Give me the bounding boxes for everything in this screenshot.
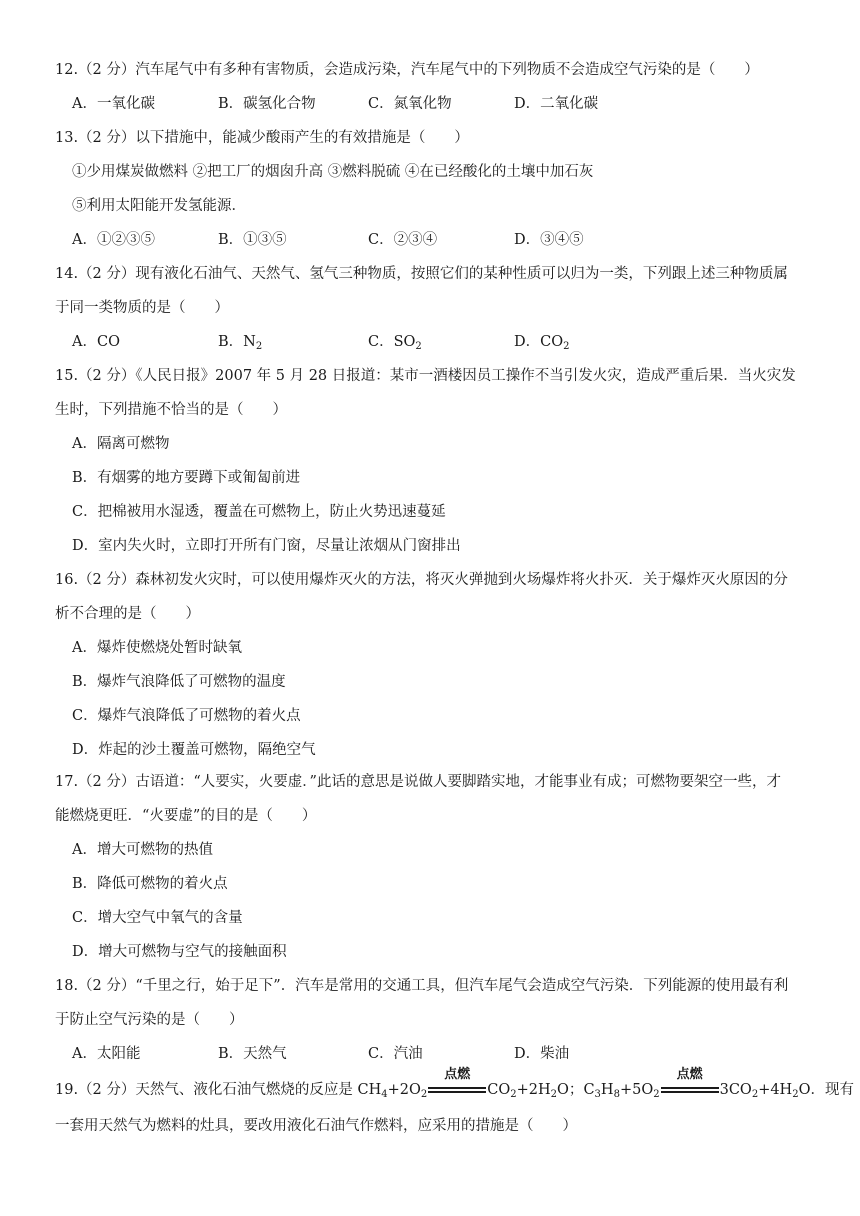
- q16-option-a: A．爆炸使燃烧处暂时缺氧: [72, 640, 242, 656]
- q12-option-c: C．氮氧化物: [368, 96, 452, 112]
- q14-option-c: C．$SO_2$: [368, 334, 422, 352]
- q15-option-b: B．有烟雾的地方要蹲下或匍匐前进: [72, 470, 301, 486]
- q16-option-b: B．爆炸气浪降低了可燃物的温度: [72, 674, 286, 690]
- question-13-measures-line2: ⑤利用太阳能开发氢能源．: [72, 198, 246, 214]
- q15-option-d: D．室内失火时，立即打开所有门窗，尽量让浓烟从门窗排出: [72, 538, 461, 554]
- q18-option-d: D．柴油: [514, 1046, 570, 1062]
- q13-option-c: C．②③④: [368, 232, 438, 248]
- q16-option-c: C．爆炸气浪降低了可燃物的着火点: [72, 708, 301, 724]
- question-18-stem-line2: 于防止空气污染的是（ ）: [55, 1012, 244, 1028]
- question-14-stem-line2: 于同一类物质的是（ ）: [55, 300, 229, 316]
- q13-option-a: A．①②③⑤: [72, 232, 155, 248]
- q15-option-c: C．把棉被用水湿透，覆盖在可燃物上，防止火势迅速蔓延: [72, 504, 446, 520]
- q15-option-a: A．隔离可燃物: [72, 436, 170, 452]
- question-19-stem-line1: [55, 1067, 854, 1100]
- question-13-measures-line1: ①少用煤炭做燃料 ②把工厂的烟囱升高 ③燃料脱硫 ④在已经酸化的土壤中加石灰: [72, 164, 594, 180]
- q17-option-c: C．增大空气中氧气的含量: [72, 910, 243, 926]
- q19-lead-text: 19.（2 分）天然气、液化石油气燃烧的反应是: [55, 1082, 358, 1098]
- question-15-stem-line1: 15.（2 分）《人民日报》2007 年 5 月 28 日报道：某市一酒楼因员工操作不当引发火灾，造成严重后果．当火灾发: [55, 368, 796, 384]
- q18-option-c: C．汽油: [368, 1046, 423, 1062]
- q13-option-b: B．①③⑤: [218, 232, 287, 248]
- q19-equation-propane: $C_3H_8+5O_2$ 点燃 $3CO_2+4H_2O$．现有: [583, 1067, 854, 1100]
- q17-option-a: A．增大可燃物的热值: [72, 842, 213, 858]
- question-17-stem-line1: 17.（2 分）古语道：“人要实，火要虚．”此话的意思是说做人要脚踏实地，才能事业有成；可燃物要架空一些，才: [55, 774, 781, 790]
- question-14-stem-line1: 14.（2 分）现有液化石油气、天然气、氢气三种物质，按照它们的某种性质可以归为一类，下列跟上述三种物质属: [55, 266, 788, 282]
- q12-option-a: A．一氧化碳: [72, 96, 155, 112]
- question-16-stem-line2: 析不合理的是（ ）: [55, 606, 200, 622]
- q16-option-d: D．炸起的沙土覆盖可燃物，隔绝空气: [72, 742, 316, 758]
- question-18-stem-line1: 18.（2 分）“千里之行，始于足下”．汽车是常用的交通工具，但汽车尾气会造成空气污染．下列能源的使用最有利: [55, 978, 789, 994]
- reaction-condition-arrow: 点燃: [661, 1080, 719, 1100]
- q14-option-b: B．$N_2$: [218, 334, 263, 352]
- question-12-stem: 12.（2 分）汽车尾气中有多种有害物质，会造成污染，汽车尾气中的下列物质不会造成空气污染的是（ ）: [55, 62, 759, 78]
- q17-option-d: D．增大可燃物与空气的接触面积: [72, 944, 287, 960]
- q17-option-b: B．降低可燃物的着火点: [72, 876, 228, 892]
- q19-equation-methane: $CH_4+2O_2$ 点燃 $CO_2+2H_2O$；: [357, 1067, 584, 1100]
- q14-option-a: A．CO: [72, 334, 120, 350]
- question-13-stem: 13.（2 分）以下措施中，能减少酸雨产生的有效措施是（ ）: [55, 130, 469, 146]
- q14-option-d: D．$CO_2$: [514, 334, 570, 352]
- q12-option-d: D．二氧化碳: [514, 96, 599, 112]
- question-16-stem-line1: 16.（2 分）森林初发火灾时，可以使用爆炸灭火的方法，将灭火弹抛到火场爆炸将火扑灭．关于爆炸灭火原因的分: [55, 572, 788, 588]
- question-19-stem-line2: 一套用天然气为燃料的灶具，要改用液化石油气作燃料，应采用的措施是（ ）: [55, 1118, 577, 1134]
- reaction-condition-arrow: 点燃: [428, 1080, 486, 1100]
- q18-option-a: A．太阳能: [72, 1046, 141, 1062]
- q13-option-d: D．③④⑤: [514, 232, 584, 248]
- q12-option-b: B．碳氢化合物: [218, 96, 316, 112]
- question-15-stem-line2: 生时，下列措施不恰当的是（ ）: [55, 402, 287, 418]
- question-17-stem-line2: 能燃烧更旺．“火要虚”的目的是（ ）: [55, 808, 317, 824]
- q18-option-b: B．天然气: [218, 1046, 287, 1062]
